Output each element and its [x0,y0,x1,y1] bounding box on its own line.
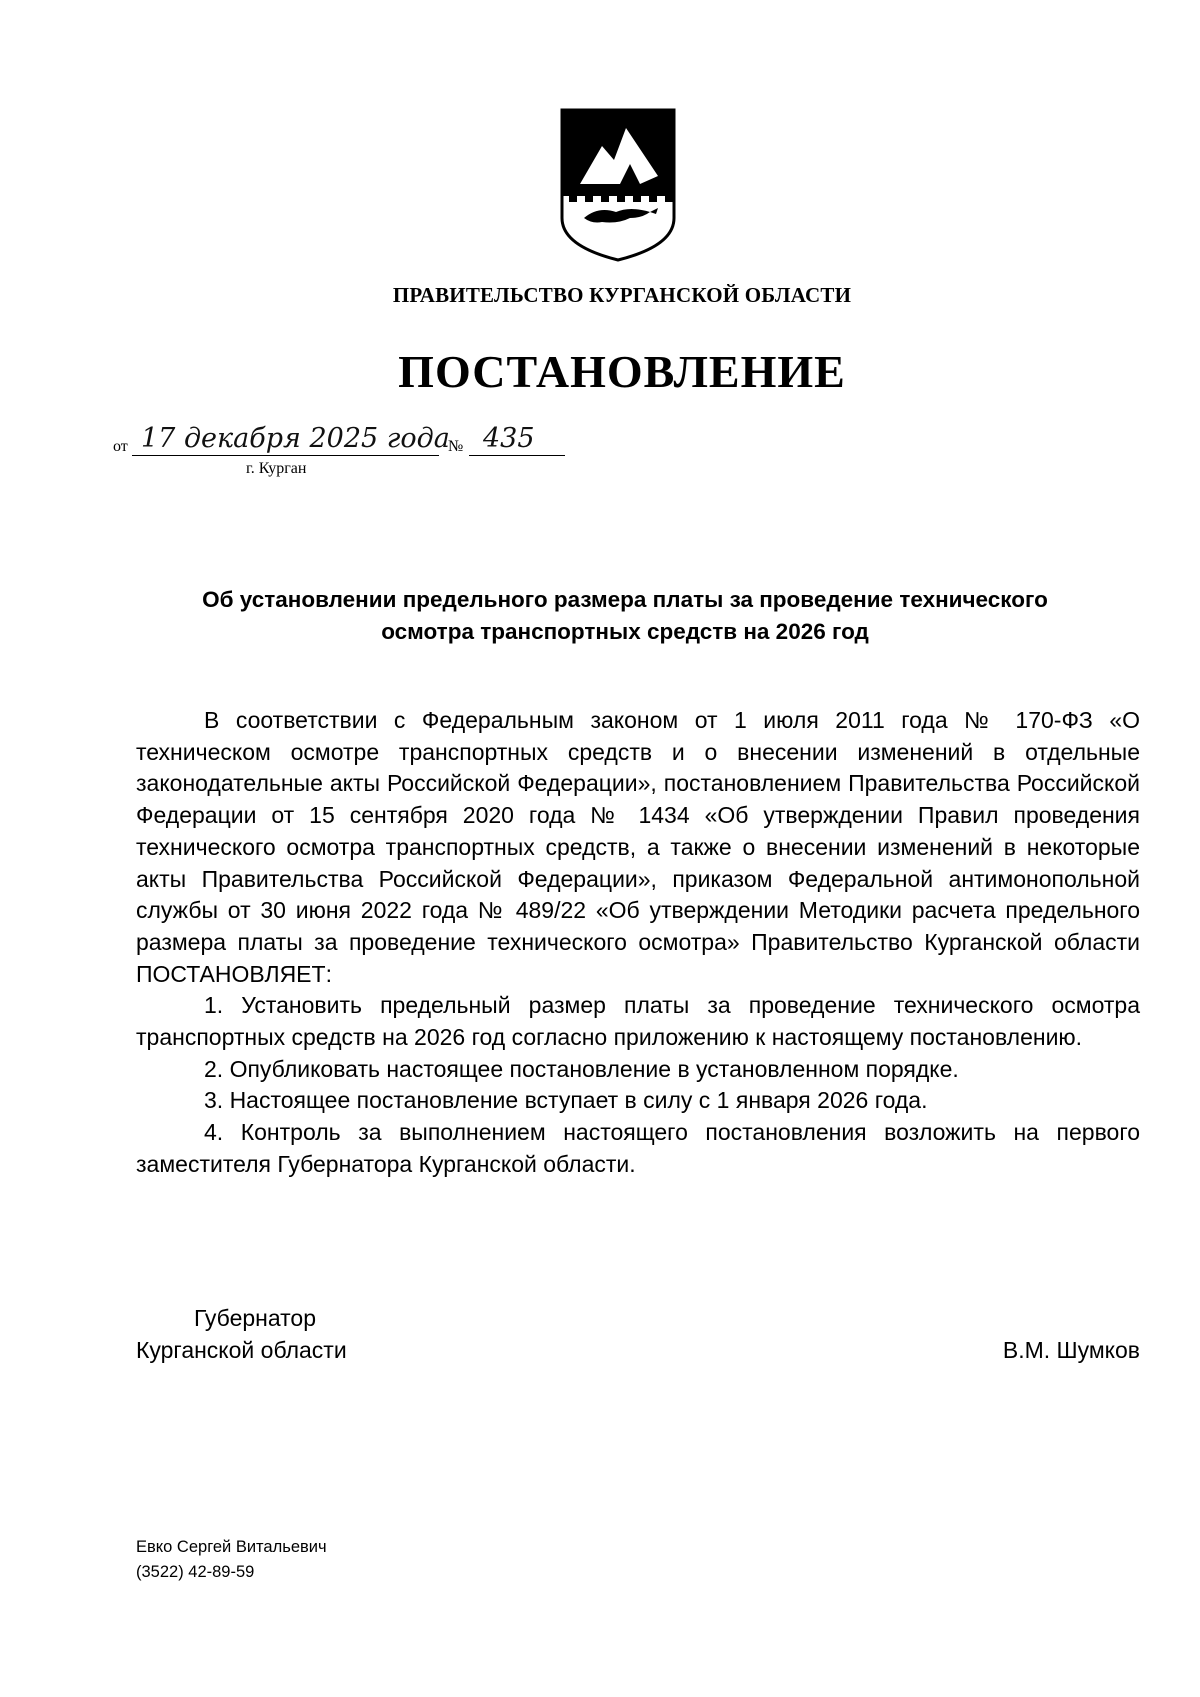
heading-line: Об установлении предельного размера платы за проведение технического [202,587,1048,612]
executor-phone: (3522) 42-89-59 [136,1563,255,1581]
resolution-item: 1. Установить предельный размер платы за проведение технического осмотра транспортных средств на 2026 год согласно приложению к настоящему постановлению. [136,992,1140,1051]
document-body [136,705,1140,1181]
document-heading [110,584,1140,648]
number-prefix: № [448,438,464,455]
preamble-paragraph: В соответствии с Федеральным законом от 1 июля 2011 года № 170-ФЗ «О техническом осмотре транспортных средств и о внесении изменений в отдельные законодательные акты Российской Федерации», постановлением Правительства Российской Федерации от 15 сентября 2020 года № 1434 «Об утверждении Правил проведения технического осмотра транспортных средств, а также о внесении изменений в некоторые акты Правительства Российской Федерации», приказом Федеральной антимонопольной службы от 30 июня 2022 года № 489/22 «Об утверждении Методики расчета предельного размера платы за проведение технического осмотра» Правительство Курганской области ПОСТАНОВЛЯЕТ: [136,707,1140,987]
date-prefix: от [113,438,128,455]
resolution-item: 4. Контроль за выполнением настоящего постановления возложить на первого заместителя Губернатора Курганской области. [136,1119,1140,1177]
coat-of-arms-emblem [558,106,678,264]
executor-name: Евко Сергей Витальевич [136,1538,327,1556]
number-underline [469,455,565,456]
heading-line: осмотра транспортных средств на 2026 год [381,619,869,644]
executor-contact [136,1535,327,1585]
document-type: ПОСТАНОВЛЕНИЕ [398,346,846,397]
signature-block [136,1302,1140,1366]
government-name: ПРАВИТЕЛЬСТВО КУРГАНСКОЙ ОБЛАСТИ [392,283,852,307]
place-of-issue: г. Курган [246,460,307,477]
signer-region: Курганской области [136,1337,347,1363]
handwritten-number: 435 [483,423,535,454]
signer-name: В.М. Шумков [1002,1337,1140,1363]
document-meta [113,423,633,466]
resolution-item: 2. Опубликовать настоящее постановление в установленном порядке. [204,1055,959,1082]
handwritten-date: 17 декабря 2025 года [141,423,450,454]
resolution-item: 3. Настоящее постановление вступает в силу с 1 января 2026 года. [204,1087,928,1114]
date-underline [132,455,439,456]
signer-position: Губернатор [194,1305,317,1331]
